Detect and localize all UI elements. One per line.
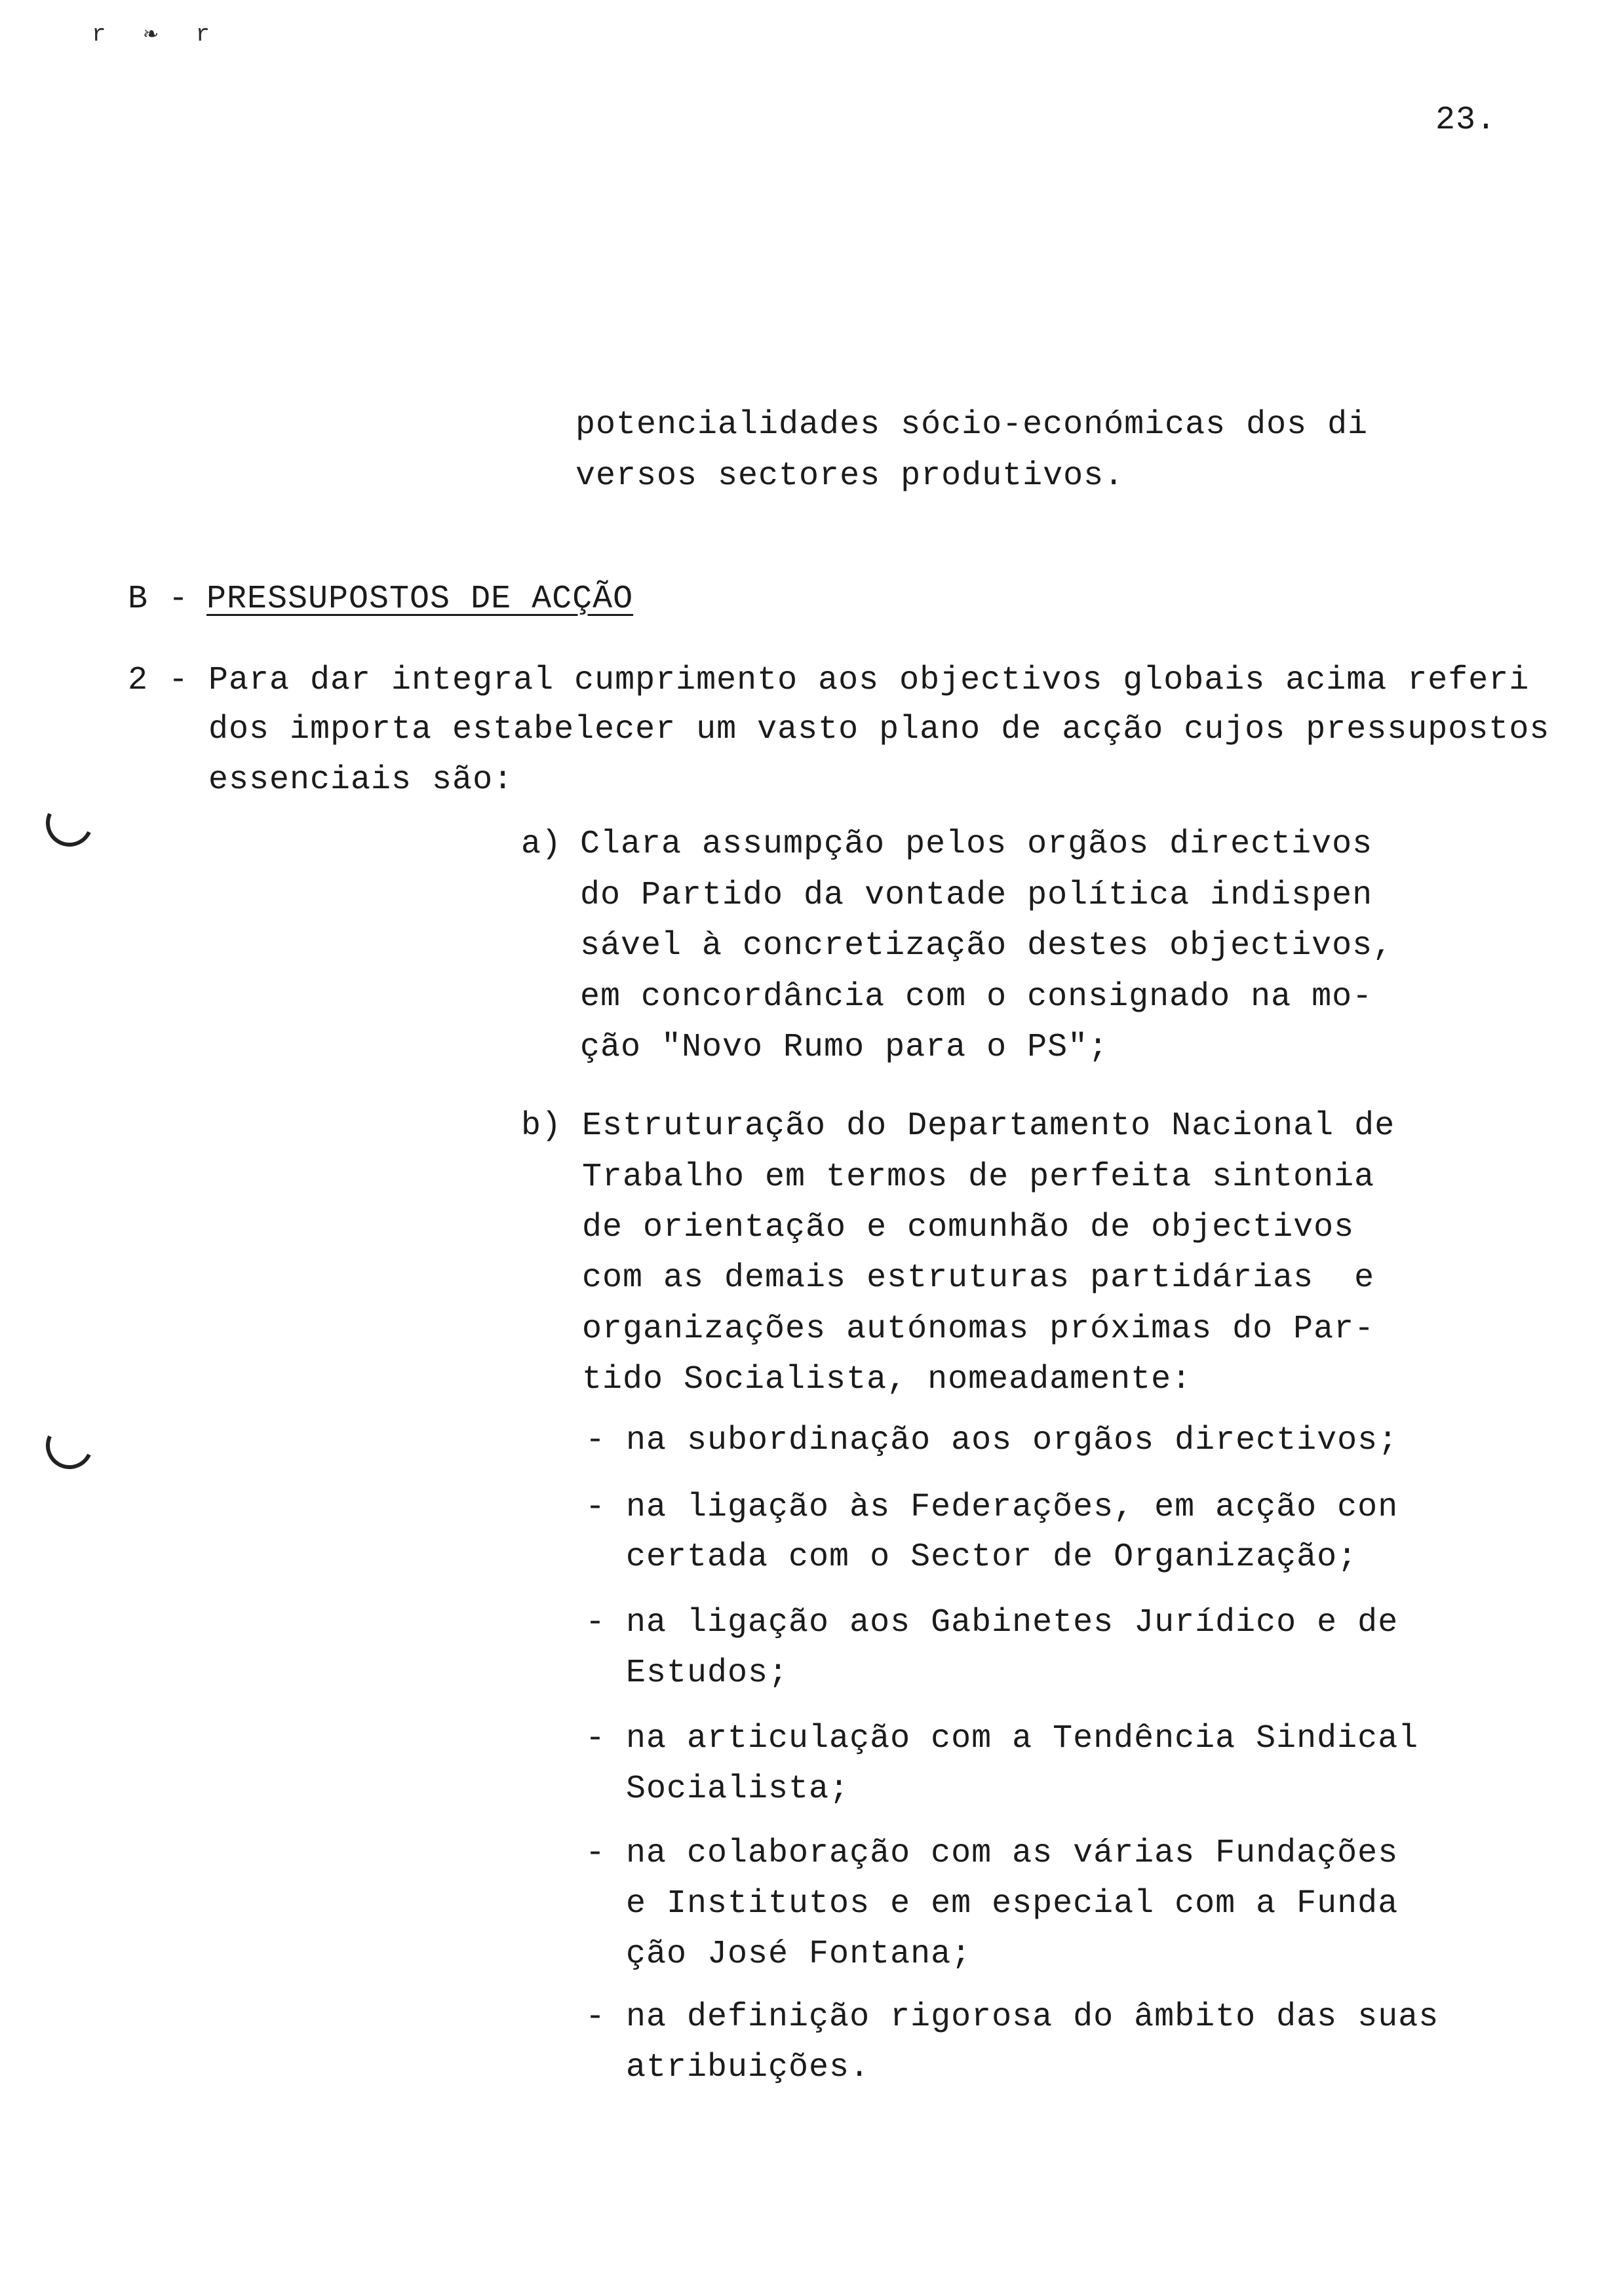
punch-hole-bottom	[39, 1415, 100, 1476]
intro-line-2: versos sectores produtivos.	[575, 457, 1125, 495]
item-a-line-3: sável à concretização destes objectivos,	[580, 927, 1393, 965]
item-b-line-5: organizações autónomas próximas do Par-	[582, 1311, 1375, 1348]
bullet-4-line-2: Socialista;	[585, 1770, 850, 1808]
item-a-line-2: do Partido da vontade política indispen	[580, 877, 1373, 914]
bullet-2-line-1: - na ligação às Federações, em acção con	[585, 1489, 1399, 1526]
page-number: 23.	[1435, 102, 1497, 139]
bullet-1-line-1: - na subordinação aos orgãos directivos;	[585, 1422, 1399, 1459]
bullet-2-line-2: certada com o Sector de Organização;	[585, 1539, 1358, 1576]
item2-line-3: essenciais são:	[208, 761, 514, 799]
bullet-5-line-2: e Institutos e em especial com a Funda	[585, 1885, 1399, 1923]
item2-line-1: Para dar integral cumprimento aos objectivos globais acima referi	[208, 662, 1530, 699]
bullet-6-line-2: atribuições.	[585, 2049, 870, 2086]
item-a-line-4: em concordância com o consignado na mo-	[580, 978, 1373, 1016]
item-a-label: a)	[521, 826, 562, 863]
item-a-line-1: Clara assumpção pelos orgãos directivos	[580, 826, 1373, 863]
item-a-line-5: ção "Novo Rumo para o PS";	[580, 1029, 1109, 1066]
bullet-6-line-1: - na definição rigorosa do âmbito das suas	[585, 1999, 1439, 2036]
bullet-4-line-1: - na articulação com a Tendência Sindical	[585, 1720, 1419, 1757]
item-b-label: b)	[521, 1107, 562, 1145]
intro-line-1: potencialidades sócio-económicas dos di	[575, 406, 1369, 444]
item-b-line-6: tido Socialista, nomeadamente:	[582, 1361, 1192, 1398]
punch-hole-top	[39, 793, 100, 853]
corner-marks: r ❧ r	[92, 21, 222, 48]
bullet-3-line-2: Estudos;	[585, 1655, 789, 1692]
bullet-5-line-1: - na colaboração com as várias Fundações	[585, 1835, 1399, 1872]
item2-number: 2 -	[128, 662, 210, 699]
item-b-line-4: com as demais estruturas partidárias e	[582, 1259, 1375, 1297]
item-b-line-2: Trabalho em termos de perfeita sintonia	[582, 1158, 1375, 1196]
item-b-line-1: Estruturação do Departamento Nacional de	[582, 1107, 1395, 1145]
section-prefix: B -	[128, 581, 210, 618]
section-title: PRESSUPOSTOS DE ACÇÃO	[206, 581, 634, 618]
item2-line-2: dos importa estabelecer um vasto plano de acção cujos pressupostos	[208, 711, 1550, 748]
bullet-3-line-1: - na ligação aos Gabinetes Jurídico e de	[585, 1604, 1399, 1641]
bullet-5-line-3: ção José Fontana;	[585, 1936, 972, 1973]
item-b-line-3: de orientação e comunhão de objectivos	[582, 1209, 1355, 1246]
